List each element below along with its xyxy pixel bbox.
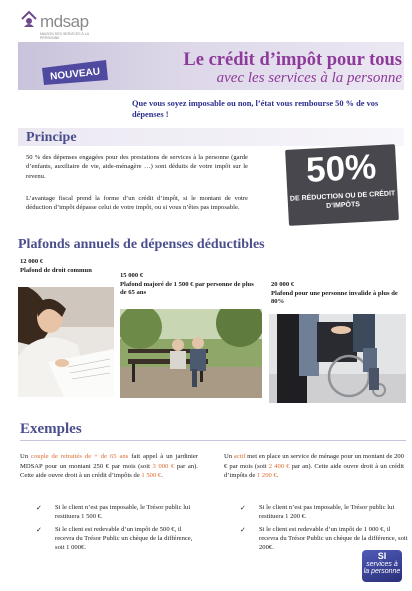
text-segment: par an). Cette aide ouvre droit à un crédit d’impôts de [224,462,405,480]
fifty-percent-badge [285,144,399,226]
text-segment: par an). Cette aide ouvre droit à un crédit d’impôts de [20,462,198,480]
wheelchair-photo [269,314,406,403]
house-icon [20,10,38,28]
services-a-la-personne-logo [362,550,402,582]
bullet-text: Si le client n’est pas imposable, le Trésor public lui restituera 1 200 €. [259,504,395,520]
bullet-text: Si le client est redevable d’un impôt de 1 000 €, il recevra du Trésor Public un chèque de la différence, soit 200€. [259,525,408,551]
badge-percent: 50% [305,147,378,190]
example-1-bullets [36,504,202,557]
woman-reading-photo [18,287,114,397]
highlight-text: 3 000 € [152,462,175,470]
example-2-bullets [240,504,408,557]
nouveau-badge [40,58,110,86]
plafond-label: Plafond pour une personne invalide à plus de 80% [271,289,398,305]
list-item [240,526,408,553]
plafond-label: Plafond majoré de 1 500 € par personne de plus de 65 ans [120,280,254,296]
bullet-text: Si le client est redevable d’un impôt de 500 €, il recevra du Trésor Public un chèque de la différence, soit 1 000€. [55,525,193,551]
plafond-label: Plafond de droit commun [20,266,92,274]
plafond-amount: 15 000 € [120,272,144,279]
text-segment: . [276,472,279,480]
list-item [36,504,202,522]
example-1-paragraph [20,452,198,481]
highlight-text: 2 400 € [268,462,290,470]
plafond-caption-3 [271,281,401,307]
seniors-bench-photo [120,309,262,398]
highlight-text: 1 200 € [256,472,277,480]
highlight-text: 1 500 € [141,472,162,480]
text-segment: Un [224,453,234,460]
example-2-paragraph [224,452,404,481]
list-item [240,504,408,522]
bullet-text: Si le client n’est pas imposable, le Trésor public lui restituera 1 500 €. [55,504,191,520]
logo-text: mdsap [40,12,89,31]
check-icon: ✓ [240,525,246,534]
mdsap-logo [20,8,100,44]
badge-label: NOUVEAU [49,66,101,83]
exemples-title: Exemples [20,421,82,437]
check-icon: ✓ [36,525,42,534]
page-title: Le crédit d’impôt pour tous [183,50,402,70]
check-icon: ✓ [36,504,42,512]
plafond-amount: 12 000 € [20,258,44,265]
intro-text: Que vous soyez imposable ou non, l’état vous rembourse 50 % de vos dépenses ! [132,99,379,119]
text-segment: . [161,472,163,480]
plafond-caption-1 [20,258,120,275]
plafond-caption-2 [120,272,260,298]
text-segment: fait appel à un jardinier MDSAP pour un montant 250 € par mois (soit [20,453,198,470]
principe-title: Principe [26,130,77,145]
principe-paragraph-2: L’avantage fiscal prend la forme d’un crédit d’impôt, si le montant de votre déduction d’impôt dépasse celui de votre impôt, ou si vous n’êtes pas imposable. [26,195,248,212]
list-item [36,526,202,553]
check-icon: ✓ [240,504,246,512]
text-segment: Un [20,453,32,460]
sap-logo-bottom: la personne [363,568,401,575]
sap-logo-top: SI [377,551,387,561]
text-segment: met en place un service de ménage pour un montant de 200 € par mois (soit [224,453,404,470]
sap-logo-mid: services à [366,561,398,568]
badge-caption: DE RÉDUCTION OU DE CRÉDIT D’IMPÔTS [289,190,396,210]
principe-paragraph-1: 50 % des dépenses engagées pour des prestations de services à la personne (garde d’enfants, auxiliaire de vie, aide-ménagère …) sont déduits de votre impôt sur le revenu. [26,154,248,180]
highlight-text: couple de retraités de + de 65 ans [31,453,129,460]
highlight-text: actif [233,453,246,460]
logo-subtitle: MAISON DES SERVICES À LA PERSONNE [40,32,89,40]
plafond-amount: 20 000 € [271,281,295,288]
section-divider [20,440,406,441]
page-subtitle: avec les services à la personne [216,70,402,86]
plafonds-title: Plafonds annuels de dépenses déductibles [18,237,265,252]
